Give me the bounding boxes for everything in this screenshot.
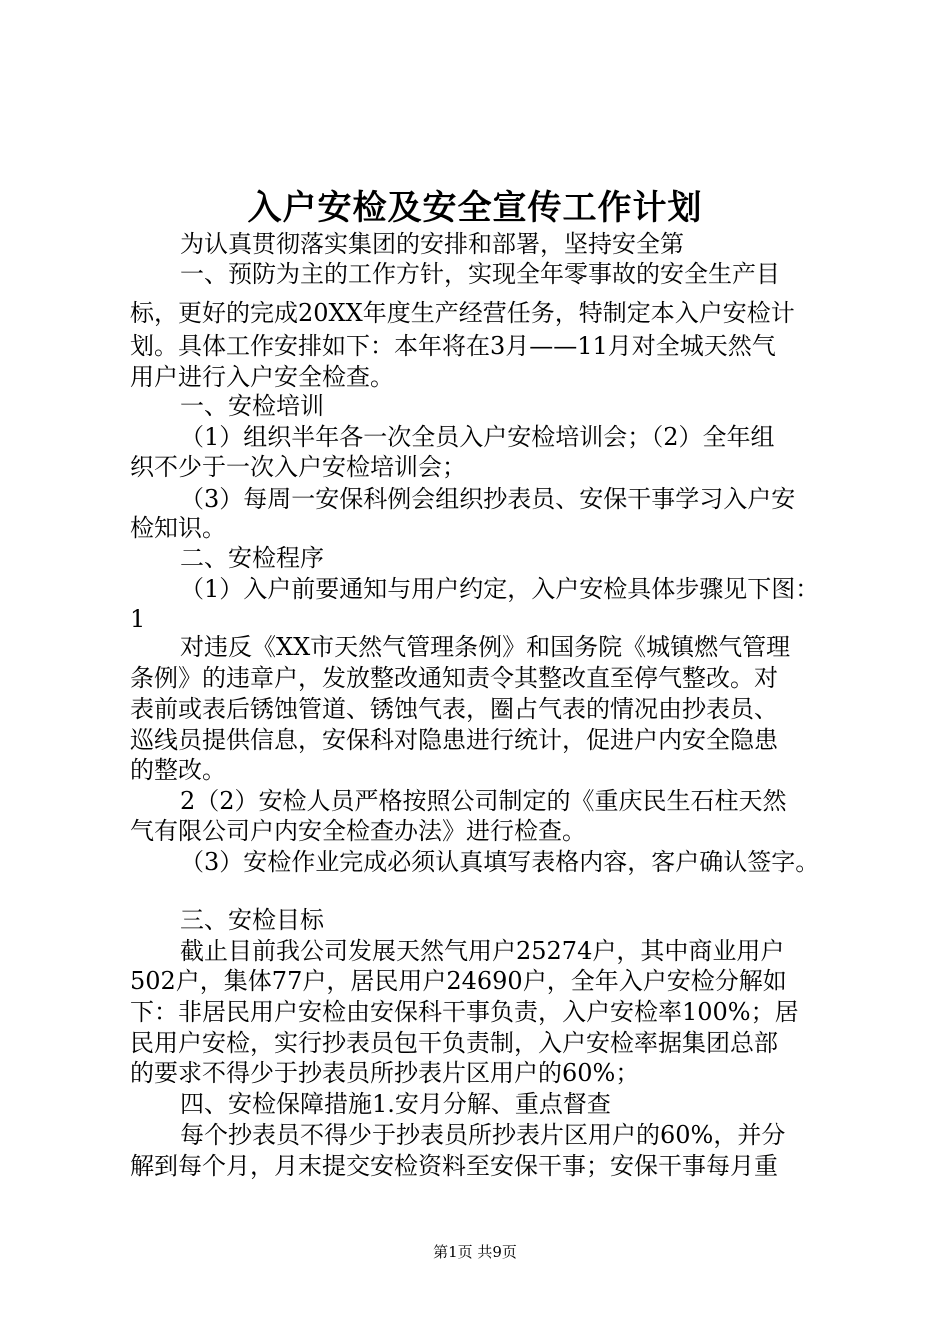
- paragraph-line: 下：非居民用户安检由安保科干事负责，入户安检率100%；居: [130, 998, 799, 1026]
- paragraph-line: 用户进行入户安全检查。: [130, 363, 394, 391]
- paragraph-line: （1）入户前要通知与用户约定，入户安检具体步骤见下图：: [180, 575, 820, 603]
- paragraph-line: 502户，集体77户，居民用户24690户，全年入户安检分解如: [130, 967, 787, 995]
- paragraph-line: 民用户安检，实行抄表员包干负责制，入户安检率据集团总部: [130, 1029, 778, 1057]
- paragraph-line: 2（2）安检人员严格按照公司制定的《重庆民生石柱天然: [180, 787, 787, 815]
- paragraph-line: 条例》的违章户，发放整改通知责令其整改直至停气整改。对: [130, 664, 778, 692]
- page-number-footer: 第1页 共9页: [433, 1243, 517, 1261]
- paragraph-line: 每个抄表员不得少于抄表员所抄表片区用户的60%，并分: [180, 1121, 786, 1149]
- paragraph-line: 织不少于一次入户安检培训会；: [130, 453, 466, 481]
- paragraph-line: 截止目前我公司发展天然气用户25274户，其中商业用户: [180, 937, 785, 965]
- paragraph-line: 划。具体工作安排如下：本年将在3月——11月对全城天然气: [130, 332, 776, 360]
- paragraph-line: 1: [130, 605, 146, 633]
- paragraph-line: 检知识。: [130, 514, 226, 542]
- paragraph-line: 对违反《XX市天然气管理条例》和国务院《城镇燃气管理: [180, 633, 791, 661]
- section-heading: 四、安检保障措施1.安月分解、重点督查: [180, 1090, 611, 1118]
- paragraph-line: 为认真贯彻落实集团的安排和部署，坚持安全第: [180, 230, 684, 258]
- document-title: 入户安检及安全宣传工作计划: [247, 188, 703, 228]
- paragraph-line: （3）安检作业完成必须认真填写表格内容，客户确认签字。: [180, 848, 820, 876]
- paragraph-line: 一、预防为主的工作方针，实现全年零事故的安全生产目: [180, 260, 780, 288]
- paragraph-line: （3）每周一安保科例会组织抄表员、安保干事学习入户安: [180, 485, 796, 513]
- section-heading: 一、安检培训: [180, 392, 324, 420]
- paragraph-line: 的整改。: [130, 756, 226, 784]
- paragraph-line: 标，更好的完成20XX年度生产经营任务，特制定本入户安检计: [130, 299, 795, 327]
- section-heading: 三、安检目标: [180, 906, 324, 934]
- paragraph-line: 表前或表后锈蚀管道、锈蚀气表，圈占气表的情况由抄表员、: [130, 695, 778, 723]
- paragraph-line: 的要求不得少于抄表员所抄表片区用户的60%；: [130, 1059, 640, 1087]
- paragraph-line: 解到每个月，月末提交安检资料至安保干事；安保干事每月重: [130, 1152, 778, 1180]
- section-heading: 二、安检程序: [180, 544, 324, 572]
- paragraph-line: （1）组织半年各一次全员入户安检培训会；（2）全年组: [180, 423, 775, 451]
- paragraph-line: 巡线员提供信息，安保科对隐患进行统计，促进户内安全隐患: [130, 726, 778, 754]
- paragraph-line: 气有限公司户内安全检查办法》进行检查。: [130, 817, 586, 845]
